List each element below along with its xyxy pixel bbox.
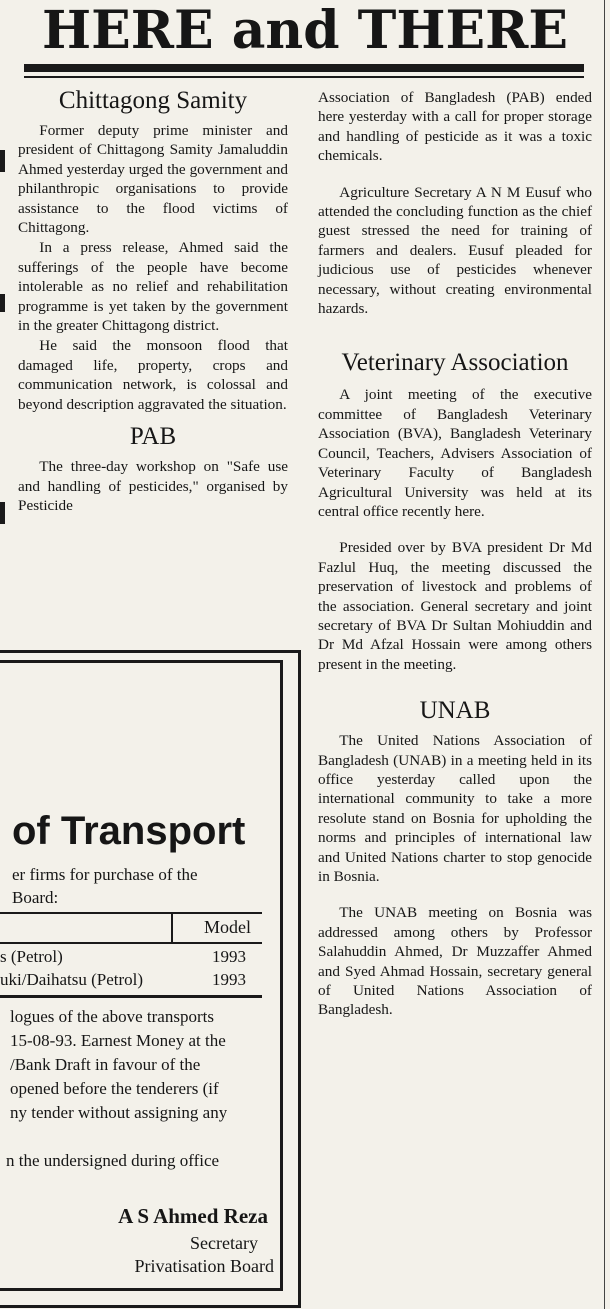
pab-paragraph-2: Agriculture Secretary A N M Eusuf who attended the concluding function as the chief guest stressed the need for training of farmers and dealers. Eusuf pleaded for judicious use of pesticides whenever necessary, without creating environmental hazards. [318,183,592,318]
table-row-2-model: 1993 [212,970,246,989]
veterinary-paragraph-1: A joint meeting of the executive committee of Bangladesh Veterinary Association (BVA), Bangladesh Veterinary Council, Teachers, Advisers Association of Veterinary Faculty of Bangladesh Agricultural University was held at its central office recently here. [318,386,592,520]
signatory-title: Secretary [190,1233,258,1253]
chittagong-paragraph-2: In a press release, Ahmed said the sufferings of the people have become intolerable as no relief and rehabilitation programme is yet taken by the government in the greater Chittagong district. [18,239,288,335]
advertisement-title: of Transport [12,809,246,853]
advertisement-intro-line-2: Board: [12,888,59,907]
advertisement-body-line-4: opened before the tenderers (if [10,1079,219,1098]
unab-paragraph-1: The United Nations Association of Bangladesh (UNAB) in a meeting held in its office yesterday called upon the international community to take a more resolute stand on Bosnia for upholding the norms and principles of international law and United Nations charter to stop genocide in Bosnia. [318,732,592,885]
signatory-organisation: Privatisation Board [134,1256,274,1276]
table-bottom-rule [0,995,262,998]
advertisement-office-line: n the undersigned during office [6,1151,220,1170]
masthead-rule-thin [24,76,584,78]
table-row-2-vehicle: uki/Daihatsu (Petrol) [0,970,144,989]
advertisement-intro-line-1: er firms for purchase of the [12,865,198,884]
left-column [18,86,288,515]
veterinary-heading: Veterinary Association [341,349,569,377]
advertisement-body-line-3: /Bank Draft in favour of the [10,1055,201,1074]
masthead [0,0,610,70]
advertisement-body-line-5: ny tender without assigning any [10,1103,228,1122]
masthead-rule-thick [24,64,584,72]
pab-paragraph-1: The three-day workshop on "Safe use and handling of pesticides," organised by Pesticide [18,458,288,514]
table-row-1-vehicle: s (Petrol) [0,947,63,966]
unab-paragraph-2: The UNAB meeting on Bosnia was addressed among others by Professor Salahuddin Ahmed, Dr Muzzaffer Ahmed and Syed Ahmad Hossain, secretary general of United Nations Association of Bangladesh. [318,904,592,1019]
table-row-1-model: 1993 [212,947,246,966]
veterinary-paragraph-2: Presided over by BVA president Dr Md Fazlul Huq, the meeting discussed the preservation of livestock and problems of the association. General secretary and joint secretary of BVA Dr Sultan Mohiuddin and Dr Md Afzal Hossain were among others present in the meeting. [318,539,592,673]
right-column [318,88,592,1020]
chittagong-paragraph-3: He said the monsoon flood that damaged life, property, crops and communication network, is colossal and beyond description aggravated the situation. [18,337,288,413]
unab-heading: UNAB [419,697,491,725]
signatory-name: A S Ahmed Reza [118,1204,268,1228]
chittagong-paragraph-1: Former deputy prime minister and president of Chittagong Samity Jamaluddin Ahmed yesterday urged the government and philanthropic organisations to provide assistance to the flood victims of Chittagong. [18,122,288,237]
pab-paragraph-continued: Association of Bangladesh (PAB) ended here yesterday with a call for proper storage and handling of pesticide as it was a toxic chemicals. [318,89,592,165]
table-header-rule [0,942,262,944]
table-column-divider [171,912,173,943]
right-page-rule [604,0,605,1309]
table-header-model: Model [204,917,251,937]
advertisement-body-line-2: 15-08-93. Earnest Money at the [10,1031,226,1050]
left-edge-fragments [0,86,8,646]
chittagong-heading: Chittagong Samity [58,87,248,114]
page-title: HERE and THERE [42,0,568,61]
pab-heading: PAB [129,423,177,451]
advertisement-body-line-1: logues of the above transports [10,1007,214,1026]
